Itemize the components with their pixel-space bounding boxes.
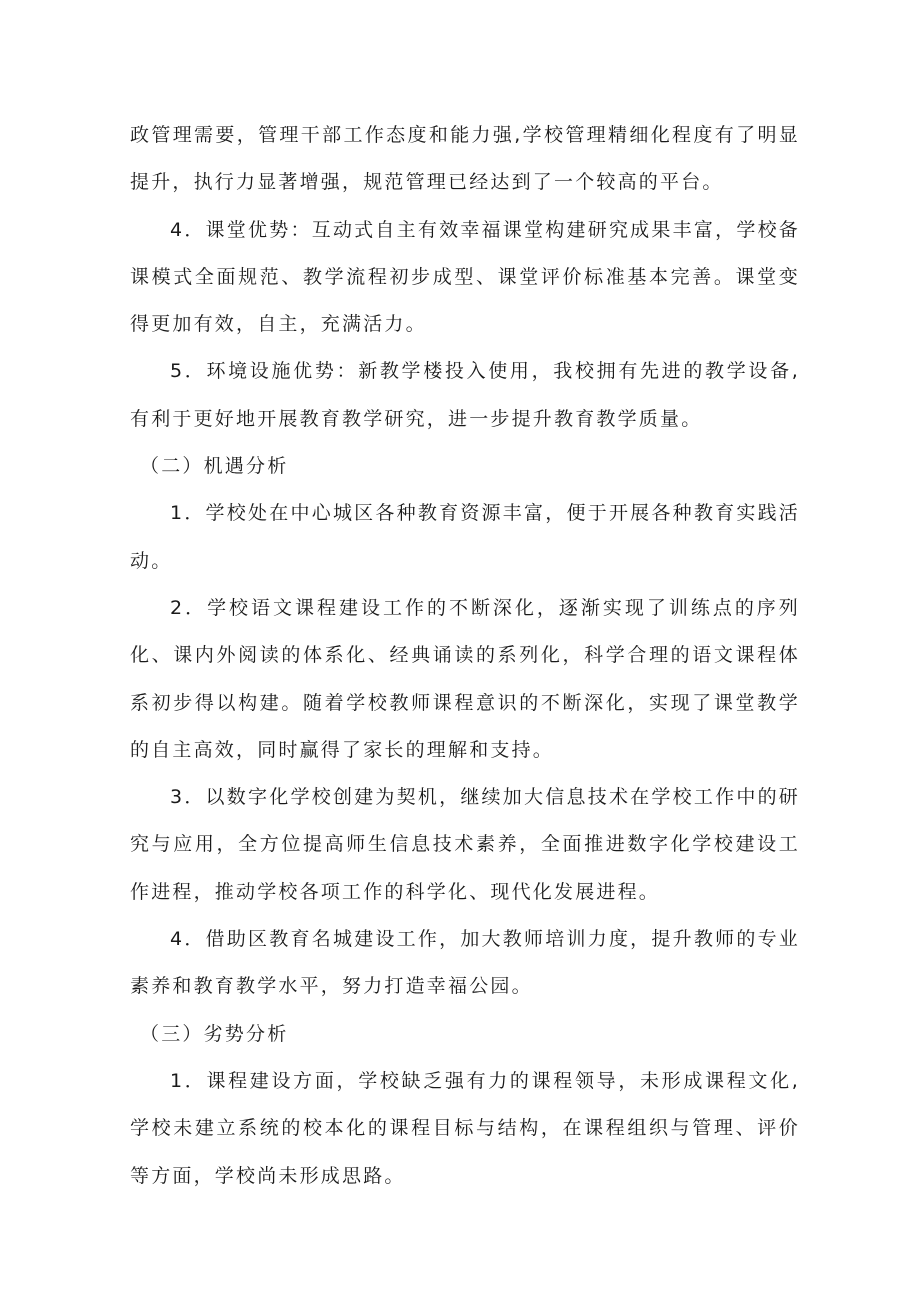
paragraph-facility-advantage: 5．环境设施优势：新教学楼投入使用，我校拥有先进的教学设备,有利于更好地开展教育教学研究，进一步提升教育教学质量。 (130, 360, 800, 430)
paragraph-opportunity-3: 3．以数字化学校创建为契机，继续加大信息技术在学校工作中的研究与应用，全方位提高师生信息技术素养，全面推进数字化学校建设工作进程，推动学校各项工作的科学化、现代化发展进程。 (130, 786, 800, 903)
section-heading-opportunity: （二）机遇分析 (140, 455, 289, 478)
paragraph-opportunity-4: 4．借助区教育名城建设工作，加大教师培训力度，提升教师的专业素养和教育教学水平，努力打造幸福公园。 (130, 928, 800, 998)
document-body (130, 112, 800, 1200)
paragraph-continuation: 政管理需要，管理干部工作态度和能力强,学校管理精细化程度有了明显提升，执行力显著增强，规范管理已经达到了一个较高的平台。 (130, 124, 800, 194)
section-heading-weakness: （三）劣势分析 (140, 1022, 289, 1045)
paragraph-opportunity-2: 2．学校语文课程建设工作的不断深化，逐渐实现了训练点的序列化、课内外阅读的体系化、经典诵读的系列化，科学合理的语文课程体系初步得以构建。随着学校教师课程意识的不断深化，实现了课堂教学的自主高效，同时赢得了家长的理解和支持。 (130, 596, 800, 761)
paragraph-weakness-1: 1．课程建设方面，学校缺乏强有力的课程领导，未形成课程文化,学校未建立系统的校本化的课程目标与结构，在课程组织与管理、评价等方面，学校尚未形成思路。 (130, 1069, 800, 1187)
paragraph-opportunity-1: 1．学校处在中心城区各种教育资源丰富，便于开展各种教育实践活动。 (130, 502, 800, 572)
paragraph-classroom-advantage: 4．课堂优势：互动式自主有效幸福课堂构建研究成果丰富，学校备课模式全面规范、教学流程初步成型、课堂评价标准基本完善。课堂变得更加有效，自主，充满活力。 (130, 218, 800, 336)
